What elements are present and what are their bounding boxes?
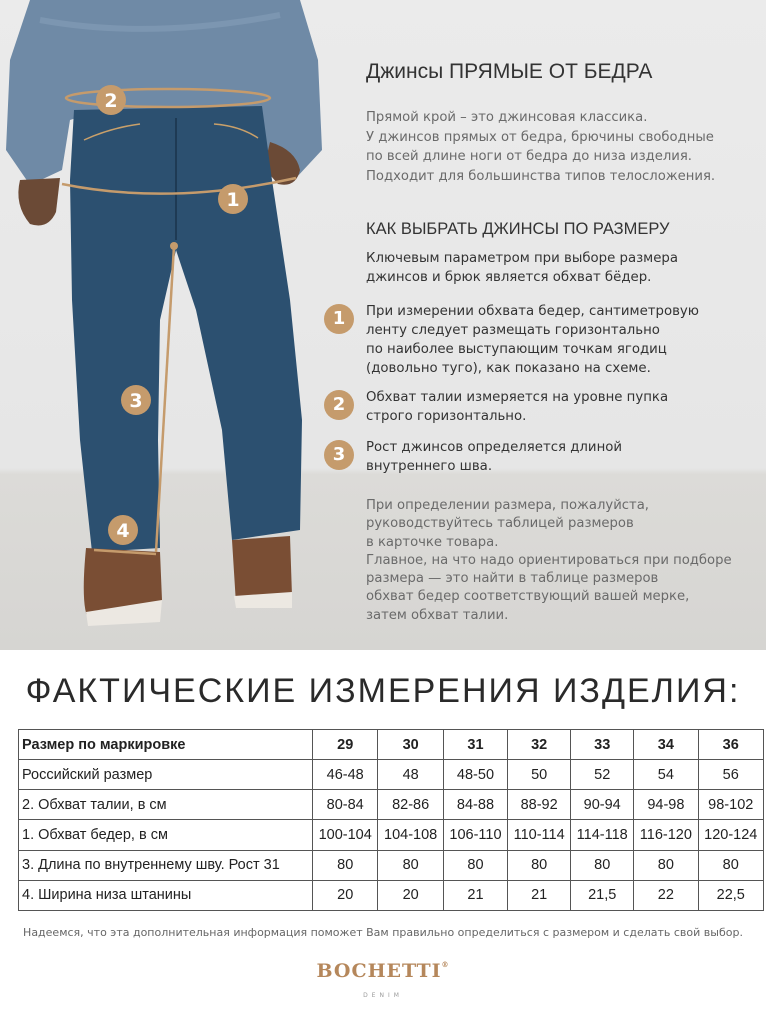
advice-line: затем обхват талии. <box>366 607 509 623</box>
step-2-text <box>366 388 668 426</box>
table-cell: 80 <box>378 850 443 880</box>
step-1-badge: 1 <box>324 304 354 334</box>
inseam-start-dot <box>170 242 178 250</box>
lead-line: джинсов и брюк является обхват бёдер. <box>366 269 652 285</box>
lead-line: Ключевым параметром при выборе размера <box>366 251 678 266</box>
table-cell: 46-48 <box>313 760 378 790</box>
table-cell: 48 <box>378 760 443 790</box>
row-label: Российский размер <box>19 760 313 790</box>
table-cell: 80 <box>634 850 698 880</box>
table-cell: 80 <box>698 850 764 880</box>
jeans-shape <box>70 106 302 552</box>
table-cell: 80 <box>571 850 634 880</box>
table-cell: 22,5 <box>698 880 764 910</box>
advice-line: обхват бедер соответствующий вашей мерке, <box>366 589 690 605</box>
measurements-title: ФАКТИЧЕСКИЕ ИЗМЕРЕНИЯ ИЗДЕЛИЯ: <box>25 672 741 710</box>
marker-2-badge <box>96 85 126 115</box>
step-line: Обхват талии измеряется на уровне пупка <box>366 390 669 405</box>
intro-line: Подходит для большинства типов телосложения. <box>366 168 716 184</box>
advice-line: в карточке товара. <box>366 534 499 550</box>
table-cell: 116-120 <box>634 820 698 850</box>
table-cell: 56 <box>698 760 764 790</box>
table-row <box>19 820 764 850</box>
table-row <box>19 790 764 820</box>
registered-mark: ® <box>441 960 450 969</box>
marker-4-label: 4 <box>116 520 130 542</box>
intro-line: по всей длине ноги от бедра до низа изделия. <box>366 149 692 164</box>
table-cell: 114-118 <box>571 820 634 850</box>
table-cell: 80 <box>313 850 378 880</box>
brand-name: BOCHETTI <box>316 960 442 982</box>
table-cell: 48-50 <box>443 760 507 790</box>
table-cell: 50 <box>508 760 571 790</box>
size-table <box>18 729 764 911</box>
table-row <box>19 760 764 790</box>
table-cell: 84-88 <box>443 790 507 820</box>
table-cell: 80 <box>443 850 507 880</box>
jeans-model-illustration <box>0 0 360 650</box>
table-cell: 110-114 <box>508 820 571 850</box>
size-advice <box>366 497 732 625</box>
step-line: ленту следует размещать горизонтально <box>366 323 660 338</box>
size-32: 32 <box>508 730 571 760</box>
step-line: по наиболее выступающим точкам ягодиц <box>366 342 667 357</box>
table-cell: 52 <box>571 760 634 790</box>
table-cell: 20 <box>378 880 443 910</box>
row-label: 4. Ширина низа штанины <box>19 880 313 910</box>
table-row <box>19 850 764 880</box>
advice-line: размера — это найти в таблице размеров <box>366 571 659 587</box>
step-line: При измерении обхвата бедер, сантиметровую <box>366 304 699 319</box>
table-cell: 98-102 <box>698 790 764 820</box>
table-cell: 80 <box>508 850 571 880</box>
table-cell: 21,5 <box>571 880 634 910</box>
size-31: 31 <box>443 730 507 760</box>
step-3-text <box>366 438 622 476</box>
advice-line: При определении размера, пожалуйста, <box>366 498 649 513</box>
table-cell: 120-124 <box>698 820 764 850</box>
how-to-choose-title: КАК ВЫБРАТЬ ДЖИНСЫ ПО РАЗМЕРУ <box>366 220 670 238</box>
intro-line: У джинсов прямых от бедра, брючины свободные <box>366 129 714 145</box>
table-cell: 88-92 <box>508 790 571 820</box>
table-cell: 100-104 <box>313 820 378 850</box>
row-label: 2. Обхват талии, в см <box>19 790 313 820</box>
table-cell: 21 <box>443 880 507 910</box>
size-table-header <box>19 730 764 760</box>
header-label: Размер по маркировке <box>19 730 313 760</box>
table-cell: 80-84 <box>313 790 378 820</box>
marker-4-badge <box>108 515 138 545</box>
advice-line: руководствуйтесь таблицей размеров <box>366 516 634 532</box>
table-cell: 20 <box>313 880 378 910</box>
table-cell: 106-110 <box>443 820 507 850</box>
advice-line: Главное, на что надо ориентироваться при подборе <box>366 552 732 568</box>
size-30: 30 <box>378 730 443 760</box>
row-label: 3. Длина по внутреннему шву. Рост 31 <box>19 850 313 880</box>
marker-3-label: 3 <box>129 390 143 412</box>
step-line: Рост джинсов определяется длиной <box>366 440 623 455</box>
marker-1-label: 1 <box>226 189 240 211</box>
marker-3-badge <box>121 385 151 415</box>
intro-line: Прямой крой – это джинсовая классика. <box>366 110 648 125</box>
table-cell: 21 <box>508 880 571 910</box>
footer-note: Надеемся, что эта дополнительная информация поможет Вам правильно определиться с размером и сделать свой выбор. <box>23 926 743 939</box>
fit-intro <box>366 108 715 186</box>
step-1-text <box>366 302 699 378</box>
table-cell: 94-98 <box>634 790 698 820</box>
marker-1-badge <box>218 184 248 214</box>
table-cell: 22 <box>634 880 698 910</box>
brand-subline: DENIM <box>363 992 403 999</box>
table-row <box>19 880 764 910</box>
size-36: 36 <box>698 730 764 760</box>
table-cell: 54 <box>634 760 698 790</box>
size-33: 33 <box>571 730 634 760</box>
step-line: (довольно туго), как показано на схеме. <box>366 361 651 376</box>
step-line: внутреннего шва. <box>366 459 493 474</box>
size-34: 34 <box>634 730 698 760</box>
table-cell: 82-86 <box>378 790 443 820</box>
marker-2-label: 2 <box>104 90 118 112</box>
fit-title: Джинсы ПРЯМЫЕ ОТ БЕДРА <box>366 60 653 83</box>
step-3-badge: 3 <box>324 440 354 470</box>
size-29: 29 <box>313 730 378 760</box>
table-cell: 104-108 <box>378 820 443 850</box>
table-cell: 90-94 <box>571 790 634 820</box>
how-to-choose-lead <box>366 250 678 287</box>
brand-logo <box>0 960 766 982</box>
left-hand <box>18 178 60 226</box>
step-line: строго горизонтально. <box>366 409 527 424</box>
row-label: 1. Обхват бедер, в см <box>19 820 313 850</box>
step-2-badge: 2 <box>324 390 354 420</box>
